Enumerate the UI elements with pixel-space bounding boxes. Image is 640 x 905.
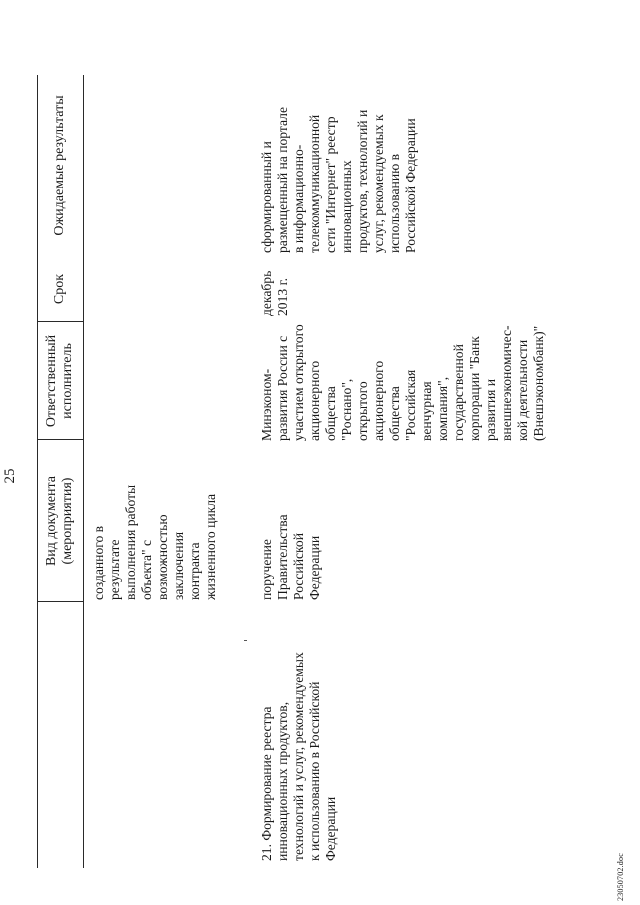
- expected-results-21: сформированный и размещенный на портале в информационно- телекоммуникационной сети "Интернет" реестр инновационных продуктов, технологий и услуг, рекомендуемых к использованию в Российской Федерации: [259, 107, 418, 253]
- page-number: 25: [2, 468, 18, 484]
- document-code: 23050702.doc: [616, 853, 625, 901]
- header-measure: [37, 602, 83, 868]
- header-deadline: Срок: [52, 273, 67, 305]
- header-responsible: Ответственный исполнитель: [44, 334, 75, 428]
- header-expected-results: Ожидаемые результаты: [52, 95, 67, 236]
- deadline-21: декабрь 2013 г.: [259, 270, 290, 316]
- document-type-continuation: созданного в результате выполнения работы объекта" с возможностью заключения контракта жизненного цикла: [91, 484, 218, 600]
- header-document-type: Вид документа (мероприятия): [44, 475, 75, 567]
- scan-dot: [244, 640, 247, 641]
- header-bottom-border: [83, 75, 84, 868]
- responsible-21: Минэконом- развития России с участием открытого акционерного общества "Роснано", открытого акционерного общества "Российская венчурная компания", государственной корпорации "Банк развития и внешнеэкономичес- кой деятельности (Внешэкономбанк)": [259, 324, 546, 441]
- measure-21: 21. Формирование реестра инновационных продуктов, технологий и услуг, рекомендуемых к использованию в Российской Федерации: [259, 652, 338, 861]
- document-type-21: поручение Правительства Российской Федерации: [259, 514, 322, 600]
